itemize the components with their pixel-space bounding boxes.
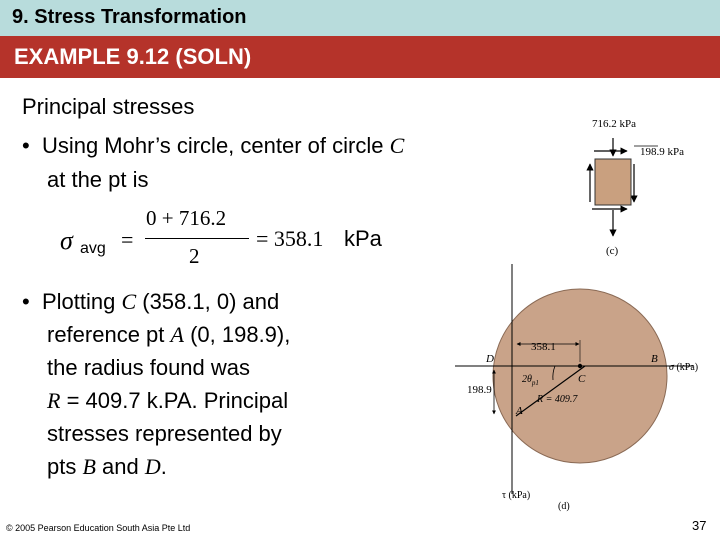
point-d-label: D — [486, 353, 494, 365]
eq-unit: kPa — [344, 226, 382, 251]
chapter-bar — [0, 0, 720, 36]
eq-subscript: avg — [80, 240, 106, 257]
point-c-label: C — [578, 373, 586, 385]
bullet-2-line-3: the radius found was — [47, 355, 251, 380]
eq-numerator: 0 + 716.2 — [146, 206, 227, 230]
bullet-1-text: Using Mohr’s circle, center of circle — [41, 133, 390, 158]
caption-c: (c) — [606, 245, 619, 257]
dimension-198-label: 198.9 — [467, 384, 492, 396]
copyright: © 2005 Pearson Education South Asia Pte Ltd — [6, 523, 191, 533]
caption-d: (d) — [558, 501, 570, 512]
radius-symbol: R — [47, 388, 61, 413]
eq-sigma: σ — [60, 226, 73, 255]
bullet-1-line-2: at the pt is — [47, 167, 149, 192]
sigma-avg-equation — [58, 206, 398, 272]
eq-result: = 358.1 — [256, 226, 324, 251]
center-symbol: C — [389, 133, 405, 158]
eq-denominator: 2 — [189, 244, 200, 268]
bullet-1-line-1: • Using Mohr’s circle, center of circle C — [22, 133, 405, 158]
center-point — [578, 364, 582, 368]
eq-fraction-line — [145, 238, 249, 239]
tau-label: 198.9 kPa — [640, 146, 684, 158]
point-a-label: A — [516, 405, 523, 417]
example-bar — [0, 36, 720, 78]
angle-label: $2\theta_{p1}$ — [522, 374, 539, 387]
example-title: EXAMPLE 9.12 (SOLN) — [14, 44, 252, 69]
bullet-2-line-6: pts B and D. — [47, 454, 167, 479]
sigma-axis-label: σ (kPa) — [669, 362, 699, 373]
bullet-2-line-1: • Plotting C (358.1, 0) and — [22, 289, 280, 314]
chapter-title: 9. Stress Transformation — [12, 6, 247, 28]
stress-element — [595, 159, 631, 205]
point-d-symbol: D — [144, 454, 161, 479]
bullet-2-line-2: reference pt A (0, 198.9), — [47, 322, 291, 347]
sigma-y-label: 716.2 kPa — [592, 118, 636, 130]
page-number: 37 — [692, 518, 707, 533]
point-a-symbol: A — [170, 322, 184, 347]
radius-label: R = 409.7 — [537, 394, 578, 405]
point-b-symbol: B — [82, 454, 96, 479]
bullet-2-line-4: R = 409.7 k.PA. Principal — [47, 388, 289, 413]
center-symbol: C — [121, 289, 137, 314]
mohrs-circle-figure — [455, 262, 710, 517]
point-b-label: B — [651, 353, 658, 365]
stress-element-figure — [572, 108, 702, 263]
eq-equals: = — [121, 227, 134, 252]
dimension-358-label: 358.1 — [531, 341, 556, 353]
tau-axis-label: τ (kPa) — [502, 490, 531, 501]
bullet-2-line-5: stresses represented by — [47, 421, 282, 446]
heading-principal-stresses: Principal stresses — [22, 94, 195, 119]
